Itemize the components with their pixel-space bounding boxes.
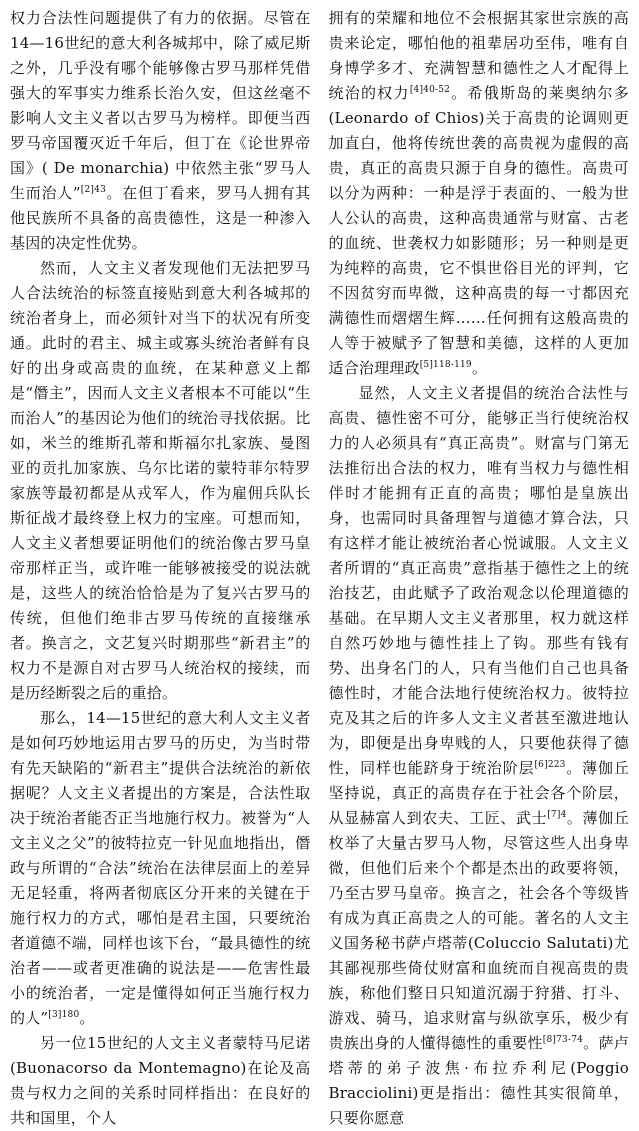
citation: [8]73-74 [542,1035,584,1045]
paragraph: 另一位15世纪的人文主义者蒙特马尼诺(Buonacorso da Montemagno)在论及高贵与权力之间的关系时同样指出：在良好的共和国里，个人 [10,1034,311,1127]
paragraph [329,381,630,1131]
left-column [10,6,311,1127]
paragraph-continued [10,6,311,256]
text-run: 。萨卢塔蒂的弟子波焦·布拉乔利尼(Poggio Bracciolini)更是指出：德性其实很简单，只要你愿意 [328,1034,629,1127]
text-run: 那么，14—15世纪的意大利人文主义者是如何巧妙地运用古罗马的历史，为当时带有先天缺陷的“新君主”提供合法统治的新依据呢？人文主义者提出的方案是，合法性取决于统治者能否正当地施行权力。被誉为“人文主义之父”的彼特拉克一针见血地指出，僭政与所谓的“合法”统治在法律层面上的差异无足轻重，将两者彻底区分开来的关键在于施行权力的方式，哪怕是君主国，只要统治者道德不端，同样也该下台，“最具德性的统治者——或者更准确的说法是——危害性最小的统治者，一定是懂得如何正当施行权力的人” [10,709,311,1027]
text-run: 。薄伽丘枚举了大量古罗马人物，尽管这些人出身卑微，但他们后来个个都是杰出的政要将领，乃至古罗马皇帝。换言之，社会各个等级皆有成为真正高贵之人的可能。著名的人文主义国务秘书萨卢塔蒂(Coluccio Salutati)尤其鄙视那些倚仗财富和血统而自视高贵的贵族，称他们整日只知道沉溺于狩猎、打斗、游戏、骑马，追求财富与纵欲享乐，极少有贵族出身的人懂得德性的重要性 [328,809,629,1052]
text-run: 拥有的荣耀和地位不会根据其家世宗族的高贵来论定，哪怕他的祖辈居功至伟，唯有自身博学多才、充满智慧和德性之人才配得上统治的权力 [328,9,629,102]
citation: [4]40-52 [409,85,451,95]
text-run: 。在但丁看来，罗马人拥有其他民族所不具备的高贵德性，这是一种渗入基因的决定性优势。 [10,184,311,252]
text-run: 。 [79,1009,95,1027]
right-column [328,6,630,1127]
text-run: 。薄伽丘坚持说，真正的高贵存在于社会各个阶层，从显赫富人到农夫、工匠、武士 [328,759,629,827]
text-run: 。 [471,359,488,377]
text-run: 。希俄斯岛的莱奥纳尔多(Leonardo of Chios)关于高贵的论调则更加直白，他将传统世袭的高贵视为虚假的高贵，真正的高贵只源于自身的德性。高贵可以分为两种：一种是浮于表面的、一般为世人公认的高贵，这种高贵通常与财富、古老的血统、世袭权力如影随形；另一种则是更为纯粹的高贵，它不惧世俗目光的评判，它不因贫穷而卑微，这种高贵的每一寸都因充满德性而熠熠生辉……任何拥有这般高贵的人等于被赋予了智慧和美德，这样的人更加适合治理理政 [328,84,629,377]
paragraph [10,706,311,1031]
paragraph-continued [329,6,630,381]
citation: [6]223 [534,760,566,770]
citation: [3]180 [48,1010,80,1020]
paragraph: 然而，人文主义者发现他们无法把罗马人合法统治的标签直接贴到意大利各城邦的统治者身上，而必须针对当下的状况有所变通。此时的君主、城主或寡头统治者鲜有良好的出身或高贵的血统，在某种意义上都是“僭主”，因而人文主义者根本不可能以“生而治人”的基因论为他们的统治寻找依据。比如，米兰的维斯孔蒂和斯福尔扎家族、曼图亚的贡扎加家族、乌尔比诺的蒙特菲尔特罗家族等最初都是从戎军人，作为雇佣兵队长斯征战才最终登上权力的宝座。可想而知，人文主义者想要证明他们的统治像古罗马皇帝那样正当，或许唯一能够被接受的说法就是，这些人的统治恰恰是为了复兴古罗马的传统，但他们绝非古罗马传统的直接继承者。换言之，文艺复兴时期那些“新君主”的权力不是源自对古罗马人统治权的接续，而是历经断裂之后的重拾。 [10,259,311,702]
text-run: 权力合法性问题提供了有力的依据。尽管在14—16世纪的意大利各城邦中，除了威尼斯之外，几乎没有哪个能够像古罗马那样凭借强大的军事实力维系长治久安，但这丝毫不影响人文主义者以古罗马为榜样。即便当西罗马帝国覆灭近千年后，但丁在《论世界帝国》( De monarchia) 中依然主张“罗马人生而治人” [10,9,311,202]
text-run: 显然，人文主义者提倡的统治合法性与高贵、德性密不可分，能够正当行使统治权力的人必须具有“真正高贵”。财富与门第无法推衍出合法的权力，唯有当权力与德性相伴时才能拥有正直的高贵；哪怕是皇族出身，也需同时具备理智与道德才算合法，只有这样才能让被统治者心悦诚服。人文主义者所谓的“真正高贵”意指基于德性之上的统治技艺，由此赋予了政治观念以伦理道德的基础。在早期人文主义者那里，权力就这样自然巧妙地与德性挂上了钩。那些有钱有势、出身名门的人，只有当他们自己也具备德性时，才能合法地行使统治权力。彼特拉克及其之后的许多人文主义者甚至激进地认为，即便是出身卑贱的人，只要他获得了德性，同样也能跻身于统治阶层 [328,384,629,777]
citation: [5]118-119 [419,360,472,370]
citation: [7]4 [547,810,567,820]
citation: [2]43 [80,185,106,195]
